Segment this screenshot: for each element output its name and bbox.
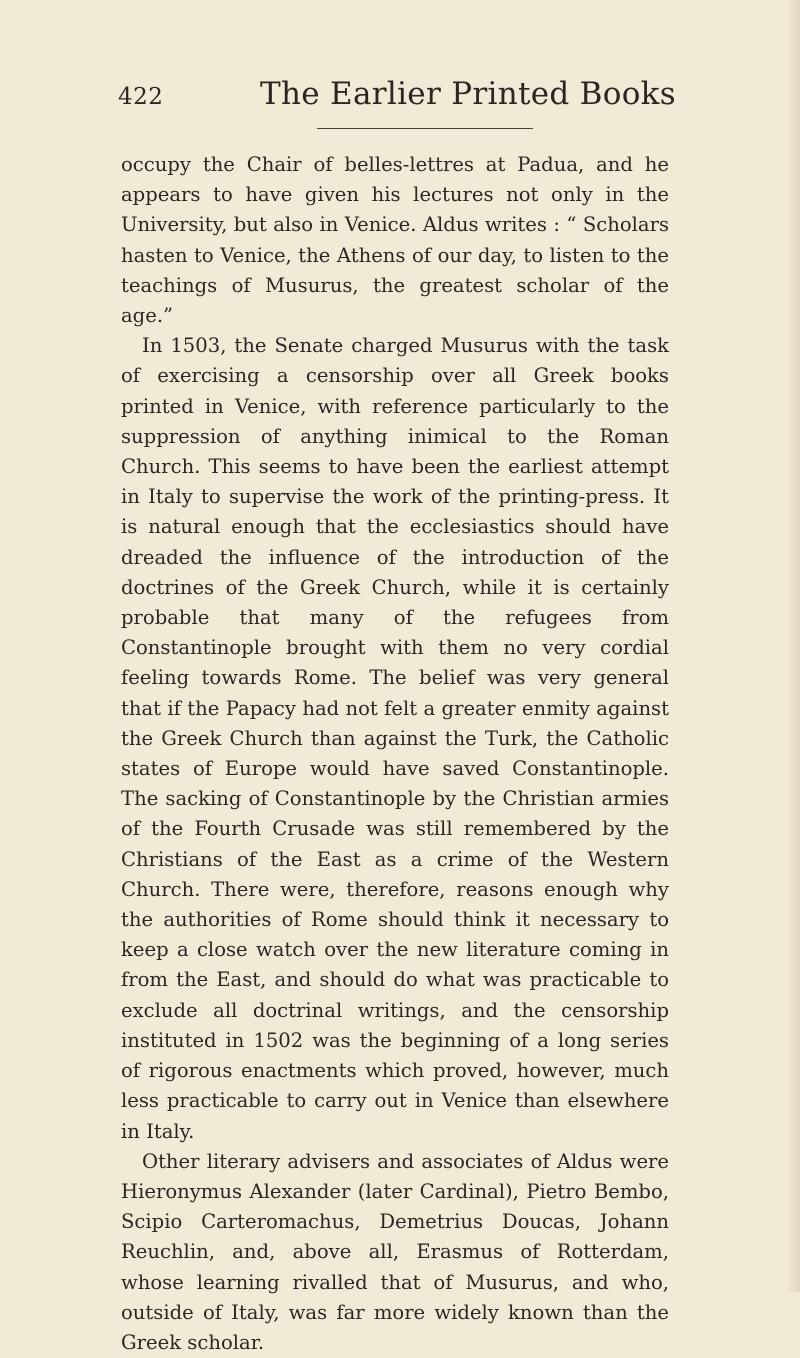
- paragraph-continuation: occupy the Chair of belles-lettres at Padua, and he appears to have given his lectures not only in the University, but also in Venice. Aldus writes : “ Scholars hasten to Venice, the Athens of our day, to listen to the teachings of Musurus, the greatest scholar of the age.”: [121, 153, 669, 328]
- body-text: [121, 150, 669, 1358]
- header-rule: [317, 128, 533, 129]
- page-number: 422: [118, 84, 164, 110]
- running-title: The Earlier Printed Books: [260, 76, 676, 112]
- paragraph-advisers: Other literary advisers and associates of Aldus were Hieronymus Alexander (later Cardinal), Pietro Bembo, Scipio Carteromachus, Demetrius Doucas, Johann Reuchlin, and, above all, Erasmus of Rotterdam, whose learning rivalled that of Musurus, and who, outside of Italy, was far more widely known than the Greek scholar.: [121, 1149, 669, 1354]
- paragraph-censorship: In 1503, the Senate charged Musurus with the task of exercising a censorship over all Greek books printed in Venice, with reference particularly to the suppression of anything inimical to the Roman Church. This seems to have been the earliest attempt in Italy to supervise the work of the printing-press. It is natural enough that the ecclesiastics should have dreaded the influence of the introduction of the doctrines of the Greek Church, while it is certainly probable that many of the refugees from Constantinople brought with them no very cordial feeling towards Rome. The belief was very general that if the Papacy had not felt a greater enmity against the Greek Church than against the Turk, the Catholic states of Europe would have saved Constantinople. The sacking of Constantinople by the Christian armies of the Fourth Crusade was still remembered by the Christians of the East as a crime of the Western Church. There were, therefore, reasons enough why the authorities of Rome should think it necessary to keep a close watch over the new literature coming in from the East, and should do what was practicable to exclude all doctrinal writings, and the censorship instituted in 1502 was the beginning of a long series of rigorous enactments which proved, however, much less practicable to carry out in Venice than elsewhere in Italy.: [121, 334, 669, 1143]
- page-edge-shadow: [786, 0, 800, 1292]
- running-head: [118, 76, 678, 126]
